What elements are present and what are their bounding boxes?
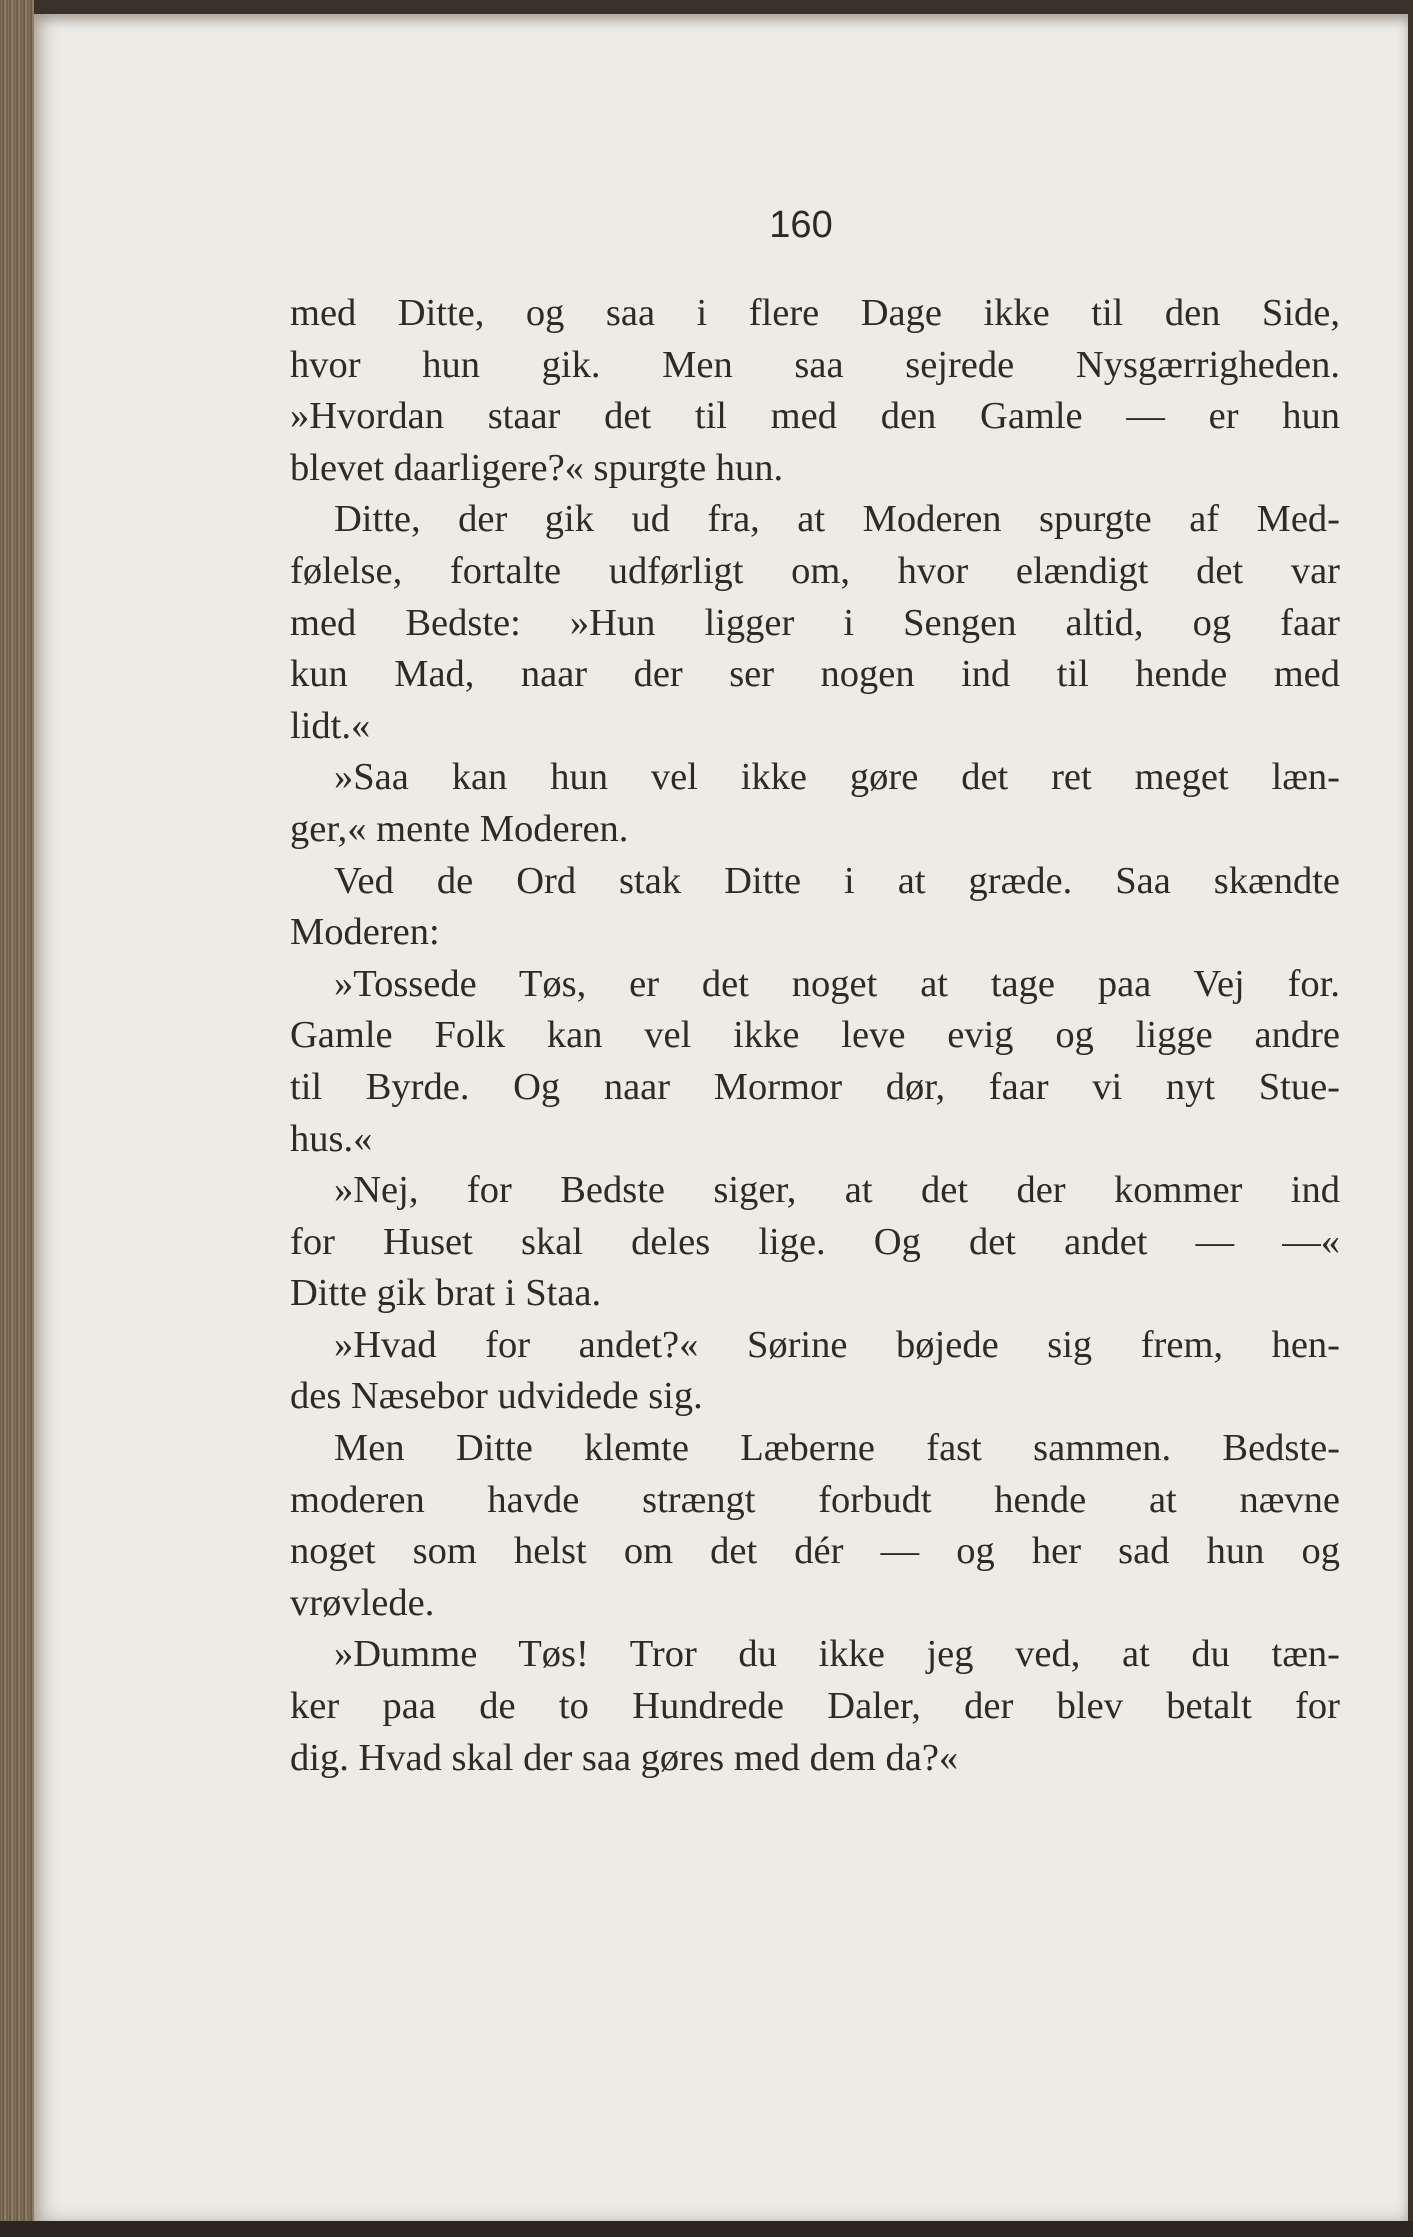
text-line: hvor hun gik. Men saa sejrede Nysgærrigheden. [290, 343, 1340, 386]
text-line: lidt.« [290, 704, 371, 747]
text-line: Men Ditte klemte Læberne fast sammen. Bedste- [334, 1427, 1340, 1470]
text-line: »Saa kan hun vel ikke gøre det ret meget læn- [334, 756, 1340, 799]
text-line: Ved de Ord stak Ditte i at græde. Saa skændte [334, 859, 1340, 902]
text-line: Ditte, der gik ud fra, at Moderen spurgte af Med- [334, 498, 1340, 541]
text-line: kun Mad, naar der ser nogen ind til hende med [290, 653, 1340, 696]
text-line: med Bedste: »Hun ligger i Sengen altid, og faar [290, 601, 1340, 644]
text-line: for Huset skal deles lige. Og det andet — —« [290, 1220, 1340, 1263]
text-line: Ditte gik brat i Staa. [290, 1272, 602, 1315]
text-line: noget som helst om det dér — og her sad hun og [290, 1530, 1340, 1573]
text-line: vrøvlede. [290, 1581, 435, 1624]
text-line: »Nej, for Bedste siger, at det der kommer ind [334, 1169, 1340, 1212]
text-line: hus.« [290, 1117, 373, 1160]
text-line: dig. Hvad skal der saa gøres med dem da?« [290, 1736, 959, 1779]
text-line: følelse, fortalte udførligt om, hvor elændigt det var [290, 549, 1340, 592]
text-line: Gamle Folk kan vel ikke leve evig og ligge andre [290, 1014, 1340, 1057]
text-line: ker paa de to Hundrede Daler, der blev betalt for [290, 1685, 1340, 1728]
text-line: Moderen: [290, 911, 440, 954]
text-line: ger,« mente Moderen. [290, 807, 629, 850]
page-number: 160 [769, 204, 833, 246]
page-paper [34, 14, 1408, 2222]
text-line: des Næsebor udvidede sig. [290, 1375, 703, 1418]
body-text [290, 288, 1340, 1784]
text-line: blevet daarligere?« spurgte hun. [290, 446, 784, 489]
text-line: moderen havde strængt forbudt hende at nævne [290, 1478, 1340, 1521]
text-line: »Tossede Tøs, er det noget at tage paa Vej for. [334, 962, 1340, 1005]
text-line: »Dumme Tøs! Tror du ikke jeg ved, at du tæn- [334, 1633, 1340, 1676]
text-line: »Hvad for andet?« Sørine bøjede sig frem, hen- [334, 1323, 1340, 1366]
text-line: med Ditte, og saa i flere Dage ikke til den Side, [290, 292, 1340, 334]
text-line: til Byrde. Og naar Mormor dør, faar vi nyt Stue- [290, 1065, 1340, 1108]
text-line: »Hvordan staar det til med den Gamle — er hun [290, 395, 1340, 438]
book-binding-edge [0, 0, 34, 2237]
scan-bottom-edge [0, 2221, 1413, 2237]
